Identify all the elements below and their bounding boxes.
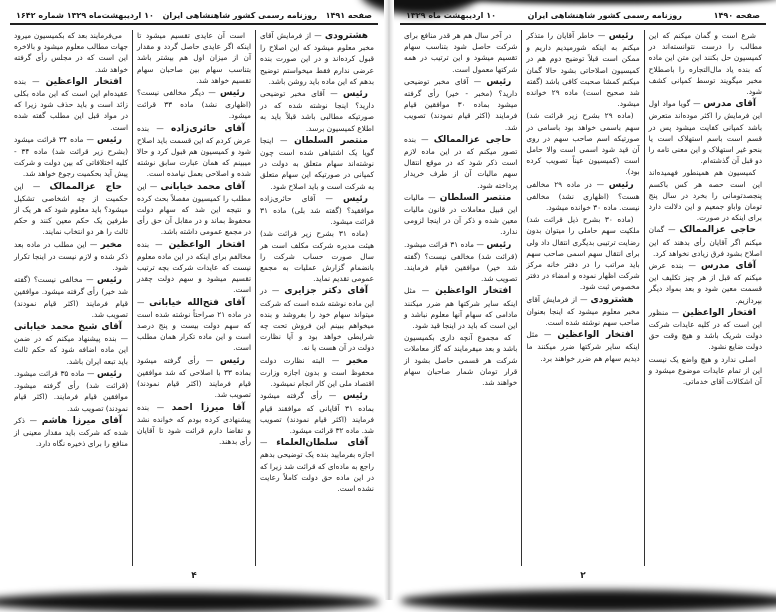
- paragraph-text: — مالیات این قبیل معاملات در قانون مالیات معین شده و ذکر آن در اینجا لزومی ندارد.: [404, 192, 518, 237]
- speaker-name: افتخار الواعظین: [682, 307, 756, 318]
- left-page-header: [10, 8, 378, 25]
- paragraph: [260, 390, 374, 436]
- paragraph-text: — آقای مخبر توضیحی دارید؟ (مخبر - خیر) رأی گرفته میشود بماده ۳۰ موافقین قیام فرمایند (اکثر قیام نمودند) تصویب شد.: [404, 76, 518, 132]
- speaker-name: هشترودی: [590, 294, 634, 305]
- paragraph-text: اصلی ندارد و هیچ واضع یک نیست این از تمام عایدات موضوع میشود و آن اشکالات آقای خدماتی.: [648, 354, 762, 387]
- text-column: [132, 30, 255, 566]
- paragraph-text: — اجازه بفرمایید بنده یک توضیحی بدهم راجع به ماده‌ای که قرائت شد زیرا که در این ماده حق دولت کاملاً رعایت نشده است.: [260, 438, 374, 493]
- paragraph: [649, 354, 762, 388]
- paragraph-text: — بنده پیشنهاد میکنم که در ضمن این ماده اضافه شود که حکم ثالث باید تبعه ایران باشد.: [14, 334, 128, 366]
- paragraph-text: — این حکمیت از چه اشخاصی تشکیل میشود؟ باید معلوم شود که هر یک از طرفین یک حکم معین کنند و حکم ثالث را هر دو انتخاب نمایند.: [14, 181, 128, 237]
- speaker-name: منتصر السلطان: [294, 135, 368, 146]
- speaker-name: رئیس: [608, 179, 634, 190]
- speaker-name: رئیس: [220, 88, 245, 99]
- paragraph: [260, 437, 374, 494]
- speaker-name: رئیس: [343, 89, 368, 100]
- text-column: [400, 30, 521, 566]
- paragraph: [649, 98, 762, 166]
- paragraph: [137, 297, 251, 354]
- speaker-name: افتخار الواعظین: [557, 330, 634, 341]
- paragraph: [404, 285, 517, 331]
- paragraph: [649, 224, 762, 259]
- paragraph-text: — گویا مواد اول این فرمایش را اکثر موده‌اند متعرض باشد کمپانی کفایت میشود پس در قسم است باسم استهلاک است یا بنحو غیر استهلاک و این معنی تامه را دو قبل آن گذشته‌ام.: [648, 99, 762, 166]
- paragraph-text: (ماده ۲۹ بشرح زیر قرائت شد) سهم باسمی خواهد بود باسامی در صورتیکه اسم صاحب سهم در روی آن قید شود اسمی است والا حامل است (کمیسیون عیناً تصویب کرده بود).: [526, 111, 640, 177]
- paragraph: [404, 134, 517, 191]
- paragraph: [14, 76, 128, 133]
- paragraph: [137, 239, 251, 296]
- paragraph: [649, 167, 762, 223]
- paragraph: [526, 110, 639, 177]
- paragraph-text: (ماده ۳۰ بشرح ذیل قرائت شد) ملکیت سهم حاملی را میتوان بدون رضایت ترتیبی بدیگری انتقال داد ولی برای انتقال سهم اسمی صاحب سهم باید مراتب را در دفتر خانه مرکز شرکت اظهار نموده و امضاء در دفتر مخصوص ثبت شود.: [526, 215, 640, 292]
- issue-date: ۱۰ اردیبهشت ماه ۱۳۲۹: [406, 11, 496, 20]
- speaker-name: مخبر: [100, 239, 122, 250]
- speaker-name: حاجی عزالممالک: [433, 134, 512, 145]
- speaker-name: رئیس: [486, 76, 512, 87]
- speaker-name: مخبر: [346, 355, 368, 366]
- paragraph: [14, 30, 128, 75]
- paragraph: [260, 193, 374, 228]
- speaker-name: آقای شیخ محمد خیابانی: [14, 322, 122, 333]
- paragraph: [137, 87, 251, 122]
- speaker-name: افتخار الواعظین: [435, 286, 512, 297]
- paragraph-text: — گمان میکنم اگر آقایان رأی بدهند که این اصلاح بشود فرق زیادی نخواهد کرد.: [648, 225, 762, 258]
- paragraph: [526, 30, 639, 109]
- paragraph-text: — ماده ۳۵ قرائت میشود. (قرائت شد) رأی گرفته میشود. موافقین قیام فرمایند. (اکثر قیام نمودند) تصویب شد.: [14, 368, 128, 413]
- speaker-name: حاجی عزالممالک: [679, 225, 757, 236]
- page-label: صفحه ۱۴۹۰: [713, 11, 760, 20]
- speaker-name: رئیس: [220, 355, 245, 366]
- paragraph: [649, 307, 762, 353]
- speaker-name: آقای حائری‌زاده: [171, 123, 246, 134]
- speaker-name: افتخار الواعظین: [168, 239, 246, 250]
- paragraph: [260, 355, 374, 390]
- page-number: ۴: [191, 571, 197, 581]
- speaker-name: رئیس: [97, 368, 122, 379]
- paragraph: [649, 30, 762, 97]
- paragraph: [526, 179, 639, 214]
- speaker-name: رئیس: [486, 239, 512, 250]
- paragraph-text: در آخر سال هم هر قدر منافع برای شرکت حاصل شود بتناسب سهام تقسیم میشود و این ترتیب در همه شرکتها معمول است.: [404, 31, 518, 74]
- paragraph-text: شرع است و گمان میکنم که این مطالب را درست نتوانسته‌اند در کمیسیون حل بکنند این متن این ماده که بنده یاد مال‌التجاره را باصطلاح مخبر میگویند توسط کمپانی کشف شود.: [648, 31, 762, 97]
- paragraph-text: کمیسیون هم همینطور فهمیده‌اند این است حصه هر کس باکسم پنجصدتومانی را بخرد در سال پنج تومان واباو جمعیم و این دلالت دارد برای اینکه در صورت.: [648, 168, 762, 223]
- speaker-name: رئیس: [343, 193, 368, 204]
- paragraph-text: — ماده ۳۱ قرائت میشود. (قرائت شد) مخالفی نیست؟ (گفته شد خیر) موافقین قیام فرمایند. تصویب شد.: [404, 239, 518, 284]
- paragraph-text: — خاطر آقایان را متذکر میکنم به اینکه شورمیدیم داریم و ممکن است قبلاً توضیح دوم هم در کمیسیون اصلاحاتی بشود حالا گمان میکنم کمشا صحبت کافی باشد (گفته شد صحیح است) ماده ۲۹ خوانده میشود.: [526, 31, 640, 109]
- text-column: [10, 30, 132, 566]
- speaker-name: هشترودی: [324, 31, 368, 41]
- paragraph-text: — در این ماده نوشته شده است که شرکت میتواند سهام خود را بفروشد و بنده میخواهم ببینم این فروش تحت چه شرایطی خواهد بود و آیا نظارت دولت در آن هست یا نه.: [260, 286, 374, 353]
- newspaper-title: روزنامه رسمی کشور شاهنشاهی ایران: [162, 11, 317, 20]
- speaker-name: آقای میرزا هاشم: [41, 415, 122, 426]
- paragraph: [260, 135, 374, 192]
- paragraph-text: — آقای حائری‌زاده موافقید؟ (گفته شد بلی) ماده ۳۱ قرائت میشود.: [260, 193, 374, 227]
- text-column: [644, 30, 766, 566]
- paragraph-text: — بنده عرض میکنم که قبل از هر چیز تکلیف این قسمت معین شود و بعد بمواد دیگر بپردازیم.: [648, 261, 762, 305]
- paragraph: [14, 415, 128, 450]
- paragraph: [404, 30, 517, 75]
- paragraph-text: — بنده تصور میکنم که در این ماده لازم است ذکر شود که در موقع انتقال سهم مالیات آن از طرف خریدار پرداخته شود.: [404, 134, 518, 190]
- paragraph-text: — منظور این است که در کلیه عایدات شرکت دولت شریک باشد و هیچ وقت حق دولت ضایع نشود.: [648, 307, 762, 352]
- paragraph-text: — مثل اینکه سایر شرکتها هم ضرر میکنند مادامی که سهام آنها معلوم نباشد و این است که باید در اینجا قید شود.: [404, 286, 518, 331]
- paragraph-text: — از فرمایش آقای مخبر معلوم میشود که اینجا بعنوان صاحب سهم نوشته شده است.: [526, 294, 640, 328]
- right-page-header: [400, 8, 766, 25]
- issue-date: ۱۰ اردیبهشت‌ماه ۱۳۲۹ شماره ۱۶۴۲: [16, 11, 154, 20]
- paragraph-text: — بنده مخالفم برای اینکه در این ماده معلوم نیست که عایدات شرکت بچه ترتیب تقسیم میشود و سهم دولت چقدر است.: [137, 239, 251, 295]
- paragraph-text: می‌فرمایند بعد که بکمیسیون میرود جهات مطالب معلوم میشود و بالاخره این است که در مجلس رأی گرفته خواهد شد.: [14, 31, 128, 74]
- paragraph-text: — بنده پیشنهادی کرده بودم که خوانده نشد و تقاضا دارم قرائت شود تا آقایان رأی بدهند.: [137, 402, 251, 447]
- paragraph-text: — ذکر شده که شرکت باید مقدار معینی از منافع را برای ذخیره نگاه دارد.: [14, 415, 128, 449]
- speaker-name: آقای سلطان‌العلماء: [276, 438, 368, 449]
- paragraph-text: — مخالفی نیست؟ (گفته شد خیر) رأی گرفته میشود. موافقین قیام فرمایند (اکثر قیام نمودند) تصویب شد.: [14, 275, 128, 319]
- paragraph: [137, 402, 251, 448]
- newspaper-title: روزنامه رسمی کشور شاهنشاهی ایران: [527, 11, 682, 20]
- paragraph-text: — ماده ۳۴ قرائت میشود (بشرح زیر قرائت شد) ماده ۳۴ - کلیه اختلافاتی که بین دولت و شرکت پیش آید بحکمیت رجوع خواهد شد.: [14, 134, 128, 179]
- paragraph-text: — در ماده ۲۹ مخالفی هست؟ (اظهاری نشد) مخالفی نیست. ماده ۳۰ خوانده میشود.: [526, 179, 640, 213]
- paragraph-text: — رأی گرفته میشود بماده ۳۳ با اصلاحی که شد موافقین قیام فرمایند (اکثر قیام نمودند) تصویب شد.: [137, 355, 251, 400]
- paragraph-text: — رأی گرفته میشود بماده ۳۱ آقایانی که موافقند قیام فرمایند (اکثر قیام نمودند) تصویب شد. ماده ۳۲ قرائت میشود.: [260, 391, 374, 435]
- speaker-name: آقای محمد خیابانی: [160, 181, 245, 192]
- page-number: ۲: [580, 571, 586, 581]
- paragraph: [404, 192, 517, 238]
- paragraph: [14, 181, 128, 238]
- paragraph: [260, 228, 374, 284]
- speaker-name: رئیس: [343, 391, 368, 402]
- speaker-name: آقا میرزا احمد: [171, 402, 245, 413]
- speaker-name: حاج عزالممالک: [49, 181, 122, 192]
- left-page-columns: [10, 30, 378, 566]
- paragraph: [260, 285, 374, 353]
- paragraph: [526, 329, 639, 364]
- left-page: [0, 0, 388, 600]
- speaker-name: رئیس: [97, 275, 122, 286]
- paragraph-text: — از فرمایش آقای مخبر معلوم میشود که این اصلاح را قبول کرده‌اند و در این صورت بنده عرضی ندارم فقط میخواستم توضیح بدهم که این ماده باید روشن باشد.: [260, 31, 374, 86]
- paragraph-text: — بنده عقیده‌ام این است که این ماده بکلی زائد است و باید حذف شود زیرا که در مواد قبل این مطلب گفته شده است.: [14, 76, 128, 132]
- paragraph-text: که مجموع آنچه داری بکمیسیون باشد و بعد میفرمایند که گاز معاملات شرکت هر قسمی حاصل بشود از قرار تومان شمار صاحبان سهام خواهند شد.: [404, 333, 518, 388]
- speaker-name: رئیس: [97, 134, 122, 145]
- speaker-name: آقای مدرس: [703, 99, 756, 110]
- right-page-columns: [400, 30, 766, 566]
- paragraph: [137, 181, 251, 238]
- paragraph-text: — این مطلب را کمیسیون مفصلاً بحث کرده و نتیجه این شد که سهام دولت محفوظ بماند و در مقابل آن حق رأی در مجمع عمومی داشته باشد.: [137, 181, 251, 237]
- paragraph: [649, 260, 762, 306]
- speaker-name: افتخار الواعظین: [45, 76, 123, 87]
- paragraph: [404, 332, 517, 388]
- paragraph: [137, 355, 251, 401]
- paragraph: [404, 239, 517, 285]
- speaker-name: منتصر السلطان: [439, 192, 512, 203]
- paragraph-text: — در ماده ۲۱ صراحتاً نوشته شده است که سهم دولت بیست و پنج درصد است و این ماده تکرار همان مطلب است.: [137, 297, 252, 353]
- paragraph: [137, 123, 251, 180]
- paragraph-text: — این مطلب در ماده بعد ذکر شده و لازم نیست در اینجا تکرار شود.: [14, 239, 128, 273]
- paragraph-text: — بنده عرض کردم که این قسمت باید اصلاح شود و کمیسیون هم قبول کرد و حالا میبینم که همان عبارت سابق نوشته شده و اصلاحی بعمل نیامده است.: [137, 123, 251, 179]
- speaker-name: آقای دکتر جزایری: [284, 286, 368, 297]
- paragraph-text: است آن عایدی تقسیم میشود تا اینکه اگر عایدی حاصل گردد و مقدار آن از میزان اول هم بیشتر باشد بتناسب سهام بین صاحبان سهام تقسیم خواهد شد.: [137, 31, 251, 85]
- paragraph: [404, 76, 517, 133]
- paragraph: [14, 239, 128, 274]
- right-page: [390, 0, 776, 600]
- paragraph-text: — البته نظارت دولت محفوظ است و بدون اجازه وزارت اقتصاد ملی این کار انجام نمیشود.: [260, 355, 374, 389]
- speaker-name: آقای مدرس: [701, 261, 756, 272]
- paragraph-text: (ماده ۳۱ بشرح زیر قرائت شد) هیئت مدیره شرکت مکلف است هر سال صورت حساب شرکت را بانضمام گزارش عملیات به مجمع عمومی تقدیم نماید.: [260, 229, 374, 284]
- paragraph-text: — آقای مخبر توضیحی دارید؟ اینجا نوشته شده که در صورتیکه مطالبی باشد قبلاً باید به اطلاع کمیسیون برسد.: [260, 89, 374, 133]
- paragraph: [14, 134, 128, 180]
- text-column: [255, 30, 378, 566]
- paragraph: [137, 30, 251, 86]
- paragraph: [526, 214, 639, 292]
- paragraph: [260, 88, 374, 134]
- speaker-name: آقای فتح‌الله خیابانی: [149, 297, 245, 308]
- paragraph: [14, 274, 128, 320]
- paragraph-text: — دیگر مخالفی نیست؟ (اظهاری نشد) ماده ۳۳ قرائت میشود.: [137, 88, 251, 121]
- paragraph-text: — مثل اینکه سایر شرکتها ضرر میکنند ما دیدیم سهام هم ضرر خواهند برد.: [526, 330, 640, 363]
- paragraph: [14, 321, 128, 367]
- page-label: صفحه ۱۴۹۱: [325, 11, 372, 20]
- speaker-name: رئیس: [608, 31, 634, 41]
- paragraph: [14, 368, 128, 414]
- text-column: [521, 30, 643, 566]
- paragraph: [526, 294, 639, 329]
- paragraph: [260, 30, 374, 87]
- paragraph-text: — اینجا گویا یک اشتباهی شده است چون نوشته‌اند سهام متعلق به دولت در کمپانی در صورتیکه این سهام متعلق به شرکت است و باید اصلاح شود.: [260, 135, 374, 191]
